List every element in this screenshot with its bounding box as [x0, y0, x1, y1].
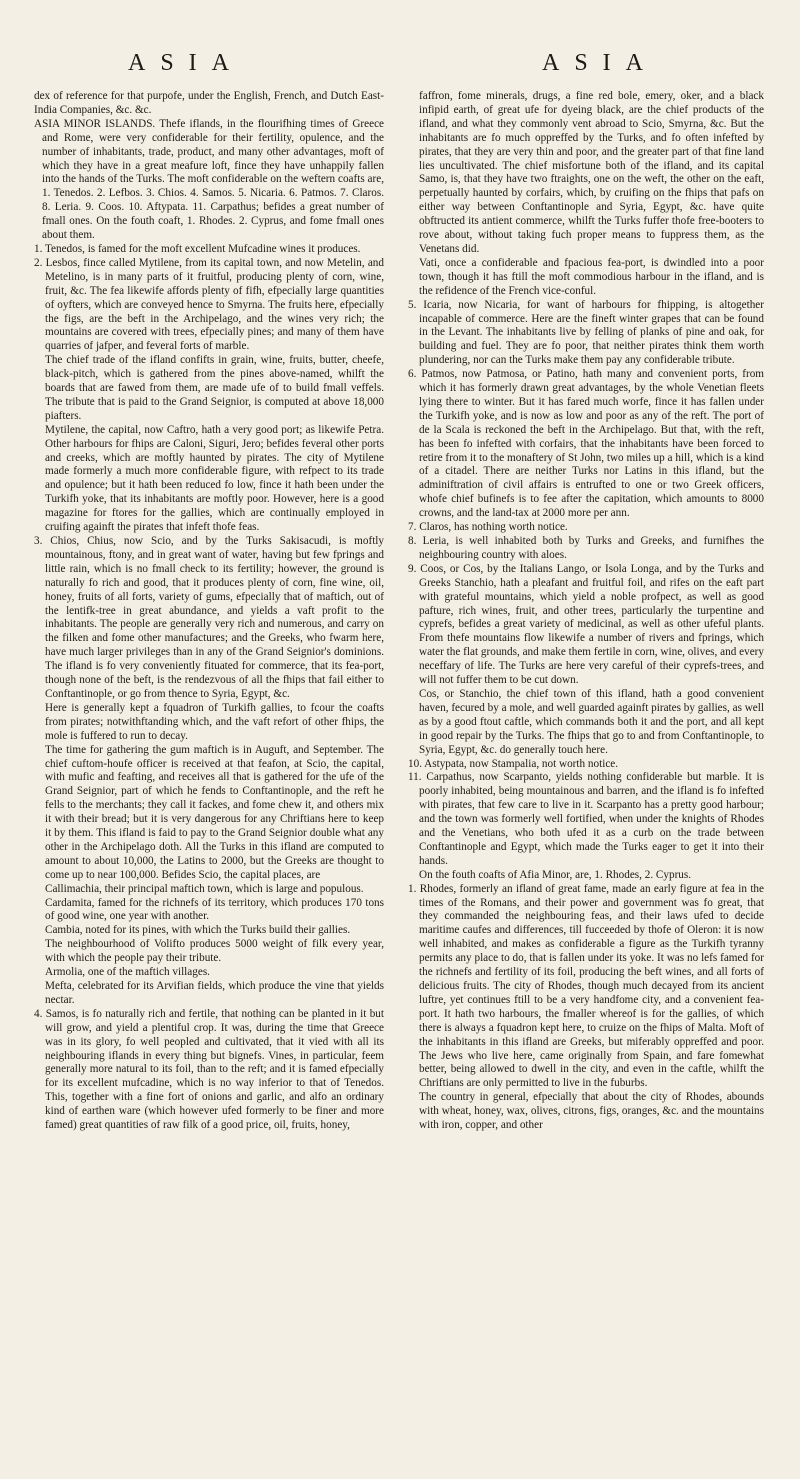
right-paragraph: 11. Carpathus, now Scarpanto, yields nothing confiderable but marble. It is poorly inhabited, being mountainous and barren, and the ifland is fo infefted with pirates, that few care to live in it. Scarpanto has a pretty good harbour; and the town was formerly well fortified, when under the knights of Rhodes and the Venetians, who both ufed it as a curb on the trade between Conftantinople and Egypt, which made the Turks eager to get it into their hands. — [408, 771, 764, 867]
running-header-right: ASIA — [542, 50, 659, 76]
left-paragraph: Mefta, celebrated for its Arvifian fields, which produce the vine that yields nectar. — [45, 980, 384, 1006]
left-paragraph: Cambia, noted for its pines, with which the Turks build their gallies. — [45, 924, 351, 937]
left-paragraph: dex of reference for that purpofe, under the English, French, and Dutch East-India Companies, &c. &c. — [34, 90, 384, 116]
right-paragraph: 5. Icaria, now Nicaria, for want of harbours for fhipping, is altogether incapable of commerce. Here are the fineft winter grapes that can be found in the Levant. The inhabitants live by felling of planks of pine and oak, for building and fuel. They are fo poor, that neither pirates think them worth plundering, nor can the Turks make them pay any confiderable tribute. — [408, 298, 764, 367]
left-paragraph: Callimachia, their principal maftich town, which is large and populous. — [45, 882, 364, 895]
left-paragraph: The chief trade of the ifland confifts in grain, wine, fruits, butter, cheefe, black-pitch, which is gathered from the pines above-named, whilft the boards that are fawed from them, are made ufe of to build fmall veffels. The tribute that is paid to the Grand Seignior, is computed at above 18,000 piafters. — [45, 354, 384, 422]
left-column — [34, 90, 384, 1133]
right-paragraph: 9. Coos, or Cos, by the Italians Lango, or Isola Longa, and by the Turks and Greeks Stanchio, hath a pleafant and fruitful foil, and rifes on the eaft part with grateful mountains, which yield a noble profpect, as well as good pafture, rich wines, fruit, and other trees, particularly the turpentine and cyprefs, befides a great variety of medicinal, as well as other ufeful plants. From thefe mountains flow likewife a number of rivers and fprings, which water the flat grounds, and make them fertile in corn, wine, olives, and every neceffary of life. The Turks are here very careful of their cyprefs-trees, and will not fuffer them to be cut down. — [408, 562, 764, 687]
right-paragraph: 1. Rhodes, formerly an ifland of great fame, made an early figure at fea in the times of the Romans, and their power and government was fo great, that they commanded the neighbouring feas, and their laws ufed to decide maritime caufes and differences, till fucceeded by thofe of Oleron: it is now well inhabited, and makes as confiderable a figure as the Turkifh tyranny permits any place to do, that is fallen under its yoke. It was no lefs famed for the richnefs and fertility of its foil, producing the beft wines, and all forts of delicious fruits. The city of Rhodes, though much decayed from its ancient luftre, yet continues ftill to be a very handfome city, and a convenient fea-port. It hath two harbours, the fmaller whereof is for the gallies, of which there is always a fquadron kept here, to cruize on the fhips of Malta. Moft of the inhabitants in this ifland are Greeks, but miferably oppreffed and poor. The Jews who live here, came originally from Spain, and fare fomewhat better, being allowed to dwell in the city, and even in the caftle, whilft the Chriftians are only permitted to live in the fuburbs. — [408, 882, 764, 1090]
left-paragraph: Here is generally kept a fquadron of Turkifh gallies, to fcour the coafts from pirates; notwithftanding which, and the vaft refort of other fhips, the mole is fuffered to run to decay. — [45, 701, 384, 742]
right-paragraph: Vati, once a confiderable and fpacious fea-port, is dwindled into a poor town, though it has ftill the moft commodious harbour in the ifland, and is the refidence of the French vice-conful. — [419, 256, 764, 297]
right-paragraph: 6. Patmos, now Patmosa, or Patino, hath many and convenient ports, from which it has formerly drawn great advantages, by the whole Venetian fleets lying there to winter. But it has fared much worfe, fince it has fallen under the Turkifh yoke, and is now as low and poor as any of the reft. The port of de la Scala is reckoned the beft in the Archipelago. But that, with the reft, has been fo infefted with corfairs, that the inhabitants have been forced to retire from it to the monaftery of St John, two miles up a hill, which is a kind of a citadel. There are neither Turks nor Latins in this ifland, but the adminiftration of civil affairs is entrufted to one or two Greek officers, whofe chief bufinefs is to fee after the capitation, which amounts to 8000 crowns, and the land-tax at 2000 more per ann. — [408, 368, 764, 520]
left-paragraph: 3. Chios, Chius, now Scio, and by the Turks Sakisacudi, is moftly mountainous, ftony, and in great want of water, having but few fprings and little rain, which is no fmall check to its fertility; however, the ground is naturally fo rich and good, that it produces plenty of corn, fine wine, oil, honey, fruits of all forts, variety of gums, efpecially that of maftich, out of the lentifk-tree in great abundance, and yields a vaft profit to the inhabitants. The people are generally very rich and numerous, and carry on the filken and fome other manufactures; and the Greeks, who fwarm here, have much larger privileges than in any of the Grand Seignior's dominions. The ifland is fo very conveniently fituated for commerce, that its fea-port, though none of the beft, is the rendezvous of all the fhips that fail either to Conftantinople, or go from thence to Syria, Egypt, &c. — [34, 535, 384, 700]
running-header-left: ASIA — [128, 50, 245, 76]
left-paragraph: Cardamita, famed for the richnefs of its territory, which produces 170 tons of good wine, one year with another. — [45, 896, 384, 923]
right-column — [408, 90, 764, 1133]
left-paragraph: The time for gathering the gum maftich is in Auguft, and September. The chief cuftom-houfe officer is received at that feafon, at Scio, the capital, with mufic and feafting, and receives all that is gathered for the ufe of the Grand Seignior, part of which he fends to Conftantinople, and the reft he fells to the merchants; they call it fackes, and fome chew it, and others mix it with their bread; but it is very dangerous for any Chriftians here to keep it by them. This ifland is faid to pay to the Grand Seignior double what any other in the Archipelago doth. All the Turks in this ifland are computed to amount to about 10,000, the Latins to 2000, but the Greeks are thought to come up to near 100,000. Befides Scio, the capital places, are — [45, 743, 384, 881]
left-paragraph: Mytilene, the capital, now Caftro, hath a very good port; as likewife Petra. Other harbours for fhips are Caloni, Siguri, Jero; befides feveral other ports and creeks, which are moftly haunted by pirates. The city of Mytilene made formerly a much more confiderable figure, with refpect to its trade and opulence; but it hath been reduced fo low, fince it hath been under the Turkifh yoke, that its inhabitants are moftly poor. However, here is a good magazine for ftores for the gallies, which are continually employed in cruifing againft the pirates that infeft thofe feas. — [45, 423, 384, 534]
left-paragraph: ASIA MINOR ISLANDS. Thefe iflands, in the flourifhing times of Greece and Rome, were very confiderable for their fertility, opulence, and the number of inhabitants, trade, product, and many other advantages, moft of which they have in a great meafure loft, fince they have unhappily fallen into the hands of the Turks. The moft confiderable on the weftern coafts are, 1. Tenedos. 2. Lefbos. 3. Chios. 4. Samos. 5. Nicaria. 6. Patmos. 7. Claros. 8. Leria. 9. Coos. 10. Aftypata. 11. Carpathus; befides a great number of fmall ones. On the fouth coaft, 1. Rhodes. 2. Cyprus, and fome fmall ones about them. — [34, 117, 384, 242]
right-paragraph: 7. Claros, has nothing worth notice. — [408, 521, 568, 534]
left-paragraph: 4. Samos, is fo naturally rich and fertile, that nothing can be planted in it but will grow, and yield a plentiful crop. It was, during the time that Greece was in its glory, fo well peopled and cultivated, that it vied with all its neighbouring iflands in every thing but bignefs. Vines, in particular, feem generally more natural to its foil, than to the reft; and it is famed efpecially for its excellent mufcadine, which is no way inferior to that of Tenedos. This, together with a fine fort of onions and garlic, and alfo an ordinary kind of earthen ware (which however ufed formerly to be finer and more famed) great quantities of raw filk of a good price, oil, fruits, honey, — [34, 1007, 384, 1132]
right-paragraph: 8. Leria, is well inhabited both by Turks and Greeks, and furnifhes the neighbouring country with aloes. — [408, 535, 764, 561]
right-paragraph: faffron, fome minerals, drugs, a fine red bole, emery, oker, and a black infipid earth, of great ufe for dyeing black, are the chief products of the ifland, and what they commonly vent abroad to Scio, Smyrna, &c. But the inhabitants are fo much oppreffed by the Turks, and fo often infefted by pirates, that they are very thin and poor, and the greater part of that fine land lies uncultivated. The chief misfortune both of the ifland, and its capital Samo, is, that they have two ftraights, one on the weft, the other on the eaft, perpetually haunted by corfairs, which, by cruifing on the fhips that pafs on either way between Conftantinople and Syria, Egypt, &c. have quite obftructed its antient commerce, whilft the Turks fuffer thofe free-booters to rove about, without taking fuch proper means to fuppress them, as the Venetans did. — [419, 90, 764, 255]
right-paragraph: The country in general, efpecially that about the city of Rhodes, abounds with wheat, honey, wax, olives, citrons, figs, oranges, &c. and the mountains with iron, copper, and other — [419, 1091, 764, 1132]
left-paragraph: Armolia, one of the maftich villages. — [45, 966, 210, 979]
left-paragraph: 2. Lesbos, fince called Mytilene, from its capital town, and now Metelin, and Metelino, is in many parts of it fruitful, producing plenty of corn, wine, fruit, &c. The fea likewife affords plenty of fifh, efpecially large quantities of oyfters, which are conveyed hence to Smyrna. The fruits here, efpecially the figs, are the beft in the Archipelago, and the wines very rich; the mountains are covered with trees, efpecially pines; and many of them have quarries of jafper, and feveral forts of marble. — [34, 256, 384, 353]
right-paragraph: On the fouth coafts of Afia Minor, are, 1. Rhodes, 2. Cyprus. — [419, 868, 692, 881]
left-paragraph: The neighbourhood of Volifto produces 5000 weight of filk every year, with which the people pay their tribute. — [45, 938, 384, 965]
right-paragraph: Cos, or Stanchio, the chief town of this ifland, hath a good convenient haven, fecured by a mole, and well guarded againft pirates by gallies, as well as by a good ftout caftle, which commands both it and the port, and all kept in good repair by the Turks. The fhips that go to and from Conftantinople, to Syria, Egypt, &c. do generally touch here. — [419, 687, 764, 756]
left-paragraph: 1. Tenedos, is famed for the moft excellent Mufcadine wines it produces. — [34, 242, 361, 255]
right-paragraph: 10. Astypata, now Stampalia, not worth notice. — [408, 757, 619, 770]
